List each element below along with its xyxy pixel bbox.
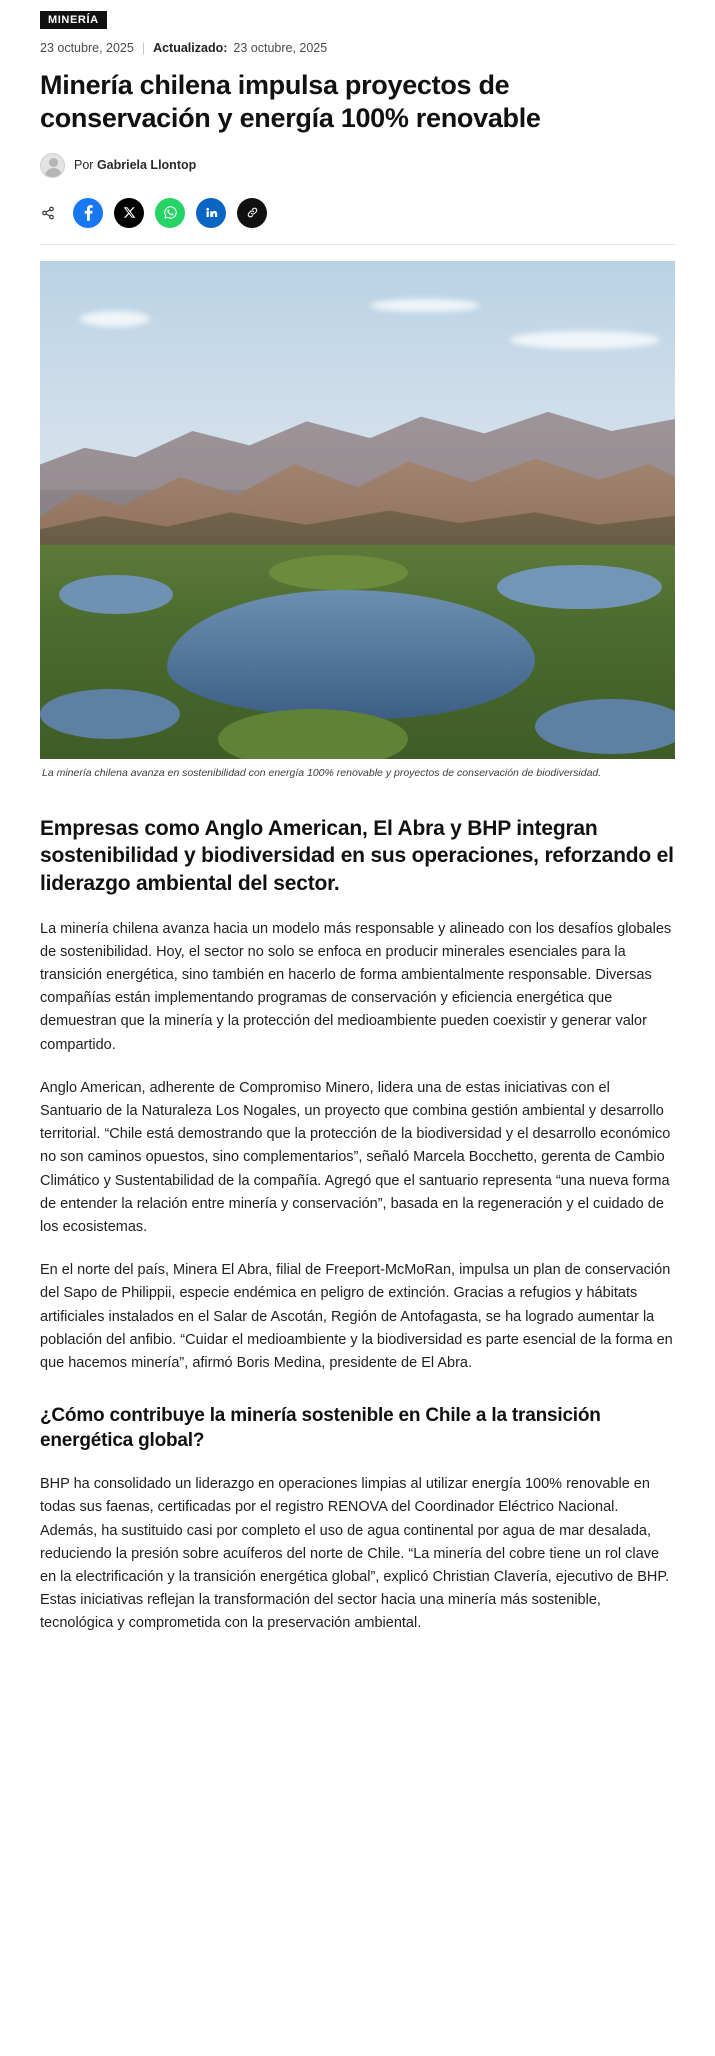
avatar (40, 153, 65, 178)
hero-cloud (510, 331, 660, 349)
byline-text (74, 158, 196, 172)
hero-moss (269, 555, 409, 590)
dateline (40, 41, 675, 55)
article-paragraph: Anglo American, adherente de Compromiso Minero, lidera una de estas iniciativas con el Santuario de la Naturaleza Los Nogales, un proyecto que combina gestión ambiental y desarrollo territorial. “Chile está demostrando que la protección de la biodiversidad y el desarrollo económico no son caminos opuestos, sino complementarios”, señaló Marcela Bocchetto, gerenta de Cambio Climático y Sustentabilidad de la compañía. Agregó que el santuario representa “una nueva forma de entender la relación entre minería y conservación”, basada en la regeneración y el cuidado de los ecosistemas. (40, 1079, 671, 1235)
hero-water-pool (497, 565, 662, 610)
hero-image (40, 261, 675, 759)
article-subheading: ¿Cómo contribuye la minería sostenible en Chile a la transición energética global? (40, 1405, 601, 1452)
share-linkedin-icon[interactable] (196, 198, 226, 228)
author-name[interactable]: Gabriela Llontop (96, 158, 197, 173)
hero-cloud (80, 311, 150, 327)
byline (40, 153, 675, 178)
updated-label: Actualizado: (153, 41, 228, 55)
category-tag[interactable]: MINERÍA (40, 11, 107, 29)
article-paragraph: En el norte del país, Minera El Abra, filial de Freeport-McMoRan, impulsa un plan de conservación del Sapo de Philippii, especie endémica en peligro de extinción. Gracias a refugios y hábitats artificiales instalados en el Salar de Ascotán, Región de Antofagasta, se ha logrado aumentar la población del anfibio. “Cuidar el medioambiente y la biodiversidad es parte esencial de la forma en que hacemos minería”, afirmó Boris Medina, presidente de El Abra. (40, 1262, 673, 1371)
updated-date: 23 octubre, 2025 (233, 41, 328, 55)
share-x-icon[interactable] (114, 198, 144, 228)
page-title: Minería chilena impulsa proyectos de conservación y energía 100% renovable (40, 70, 541, 133)
share-whatsapp-icon[interactable] (155, 198, 185, 228)
byline-prefix: Por (74, 158, 97, 173)
publish-date: 23 octubre, 2025 (40, 41, 134, 55)
image-caption: La minería chilena avanza en sostenibilidad con energía 100% renovable y proyectos de conservación de biodiversidad. (42, 766, 602, 779)
article-paragraph: BHP ha consolidado un liderazgo en operaciones limpias al utilizar energía 100% renovable en todas sus faenas, certificadas por el registro RENOVA del Coordinador Eléctrico Nacional. Además, ha sustituido casi por completo el uso de agua continental por agua de mar desalada, reduciendo la presión sobre acuíferos del norte de Chile. “La minería del cobre tiene un rol clave en la electrificación y la transición energética global”, explicó Christian Clavería, ejecutivo de BHP. Estas iniciativas reflejan la transformación del sector hacia una minería más sostenible, tecnológica y comprometida con la preservación ambiental. (40, 1476, 670, 1632)
hero-water-pool (40, 689, 180, 739)
share-icon[interactable] (40, 205, 56, 221)
share-bar (40, 198, 675, 245)
hero-water-pool (535, 699, 675, 754)
share-facebook-icon[interactable] (73, 198, 103, 228)
hero-cloud (370, 299, 480, 312)
article-paragraph: La minería chilena avanza hacia un modelo más responsable y alineado con los desafíos globales de sostenibilidad. Hoy, el sector no solo se enfoca en producir minerales esenciales para la transición energética, sino también en hacerlo de forma ambientalmente responsable. Diversas compañías están implementando programas de conservación y eficiencia energética que demuestran que la minería y la protección del medioambiente pueden coexistir y generar valor compartido. (40, 920, 672, 1053)
share-copy-link-icon[interactable] (237, 198, 267, 228)
dateline-separator: | (141, 41, 146, 55)
article-lede: Empresas como Anglo American, El Abra y BHP integran sostenibilidad y biodiversidad en sus operaciones, reforzando el liderazgo ambiental del sector. (40, 816, 674, 895)
article-container (40, 0, 675, 1636)
